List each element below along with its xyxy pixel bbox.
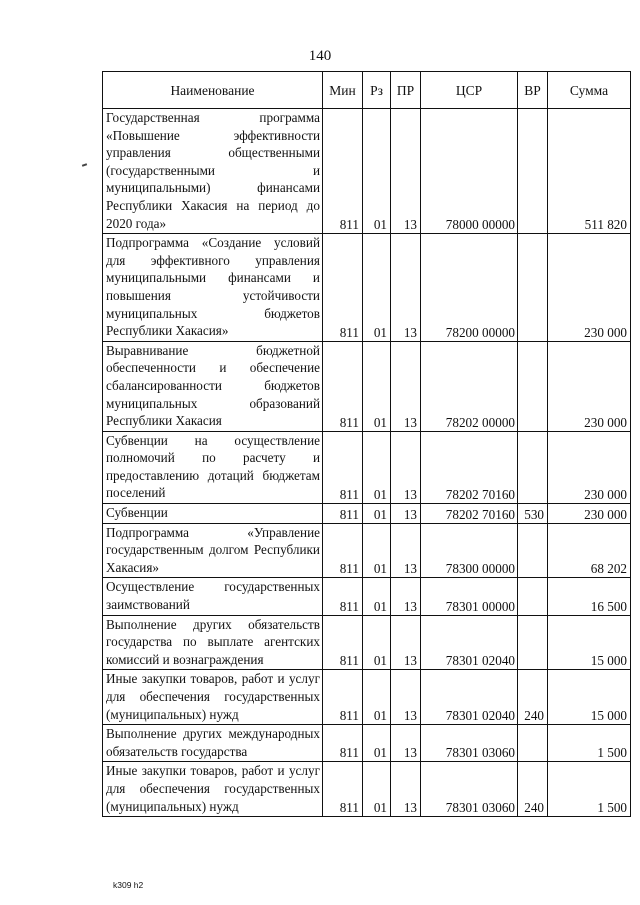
header-rz: Рз [363,72,391,109]
cell-min: 811 [323,341,363,431]
table-row [103,431,631,503]
table-row [103,504,631,524]
cell-min: 811 [323,615,363,670]
header-sum: Сумма [548,72,631,109]
cell-pr: 13 [391,109,421,234]
cell-csr: 78301 02040 [421,615,518,670]
cell-sum: 511 820 [548,109,631,234]
cell-rz: 01 [363,615,391,670]
cell-name: Выравнивание бюджетной обеспеченности и обеспечение сбалансированности бюджетов муниципальных образований Республики Хакасия [103,341,323,431]
cell-vr: 240 [518,670,548,725]
cell-csr: 78301 02040 [421,670,518,725]
cell-csr: 78301 03060 [421,725,518,762]
table-row [103,762,631,817]
table-header-row [103,72,631,109]
table-row [103,109,631,234]
cell-name: Выполнение других обязательств государства по выплате агентских комиссий и вознаграждения [103,615,323,670]
cell-min: 811 [323,762,363,817]
cell-csr: 78200 00000 [421,234,518,342]
cell-vr: 530 [518,504,548,524]
cell-min: 811 [323,523,363,578]
table-row [103,615,631,670]
cell-pr: 13 [391,431,421,503]
cell-vr [518,725,548,762]
cell-pr: 13 [391,504,421,524]
page-number: 140 [308,48,332,64]
cell-name: Выполнение других международных обязательств государства [103,725,323,762]
cell-min: 811 [323,578,363,615]
header-name: Наименование [103,72,323,109]
cell-vr [518,109,548,234]
cell-vr [518,341,548,431]
cell-name: Субвенции [103,504,323,524]
cell-vr [518,431,548,503]
cell-name: Осуществление государственных заимствований [103,578,323,615]
cell-vr [518,234,548,342]
budget-table [102,71,631,817]
cell-csr: 78300 00000 [421,523,518,578]
cell-sum: 230 000 [548,234,631,342]
cell-pr: 13 [391,341,421,431]
cell-min: 811 [323,234,363,342]
cell-rz: 01 [363,670,391,725]
table-body [103,109,631,817]
cell-name: Подпрограмма «Создание условий для эффективного управления муниципальными финансами и повышения устойчивости муниципальных бюджетов Республики Хакасия» [103,234,323,342]
cell-name: Иные закупки товаров, работ и услуг для обеспечения государственных (муниципальных) нужд [103,762,323,817]
header-csr: ЦСР [421,72,518,109]
cell-sum: 68 202 [548,523,631,578]
cell-sum: 230 000 [548,431,631,503]
cell-sum: 15 000 [548,615,631,670]
header-pr: ПР [391,72,421,109]
cell-name: Субвенции на осуществление полномочий по расчету и предоставлению дотаций бюджетам поселений [103,431,323,503]
cell-pr: 13 [391,762,421,817]
cell-rz: 01 [363,234,391,342]
cell-pr: 13 [391,725,421,762]
cell-rz: 01 [363,504,391,524]
cell-csr: 78000 00000 [421,109,518,234]
cell-vr: 240 [518,762,548,817]
margin-mark [82,163,87,167]
cell-min: 811 [323,670,363,725]
header-min: Мин [323,72,363,109]
cell-sum: 230 000 [548,504,631,524]
cell-min: 811 [323,504,363,524]
cell-sum: 15 000 [548,670,631,725]
cell-csr: 78202 00000 [421,341,518,431]
cell-sum: 16 500 [548,578,631,615]
table-row [103,341,631,431]
table-row [103,578,631,615]
table-row [103,523,631,578]
cell-pr: 13 [391,578,421,615]
cell-rz: 01 [363,578,391,615]
cell-pr: 13 [391,234,421,342]
table-row [103,725,631,762]
cell-rz: 01 [363,523,391,578]
cell-rz: 01 [363,431,391,503]
table-row [103,670,631,725]
cell-rz: 01 [363,341,391,431]
cell-name: Подпрограмма «Управление государственным долгом Республики Хакасия» [103,523,323,578]
footer-code: k309 h2 [113,880,144,890]
cell-vr [518,523,548,578]
cell-min: 811 [323,431,363,503]
cell-name: Иные закупки товаров, работ и услуг для обеспечения государственных (муниципальных) нужд [103,670,323,725]
cell-vr [518,615,548,670]
table-row [103,234,631,342]
cell-pr: 13 [391,523,421,578]
cell-csr: 78301 00000 [421,578,518,615]
cell-sum: 230 000 [548,341,631,431]
cell-csr: 78202 70160 [421,431,518,503]
cell-min: 811 [323,109,363,234]
cell-rz: 01 [363,725,391,762]
cell-vr [518,578,548,615]
cell-min: 811 [323,725,363,762]
cell-pr: 13 [391,615,421,670]
cell-sum: 1 500 [548,725,631,762]
cell-csr: 78301 03060 [421,762,518,817]
cell-name: Государственная программа «Повышение эффективности управления общественными (государственными и муниципальными) финансами Республики Хакасия на период до 2020 года» [103,109,323,234]
header-vr: ВР [518,72,548,109]
cell-pr: 13 [391,670,421,725]
cell-csr: 78202 70160 [421,504,518,524]
cell-sum: 1 500 [548,762,631,817]
cell-rz: 01 [363,109,391,234]
cell-rz: 01 [363,762,391,817]
